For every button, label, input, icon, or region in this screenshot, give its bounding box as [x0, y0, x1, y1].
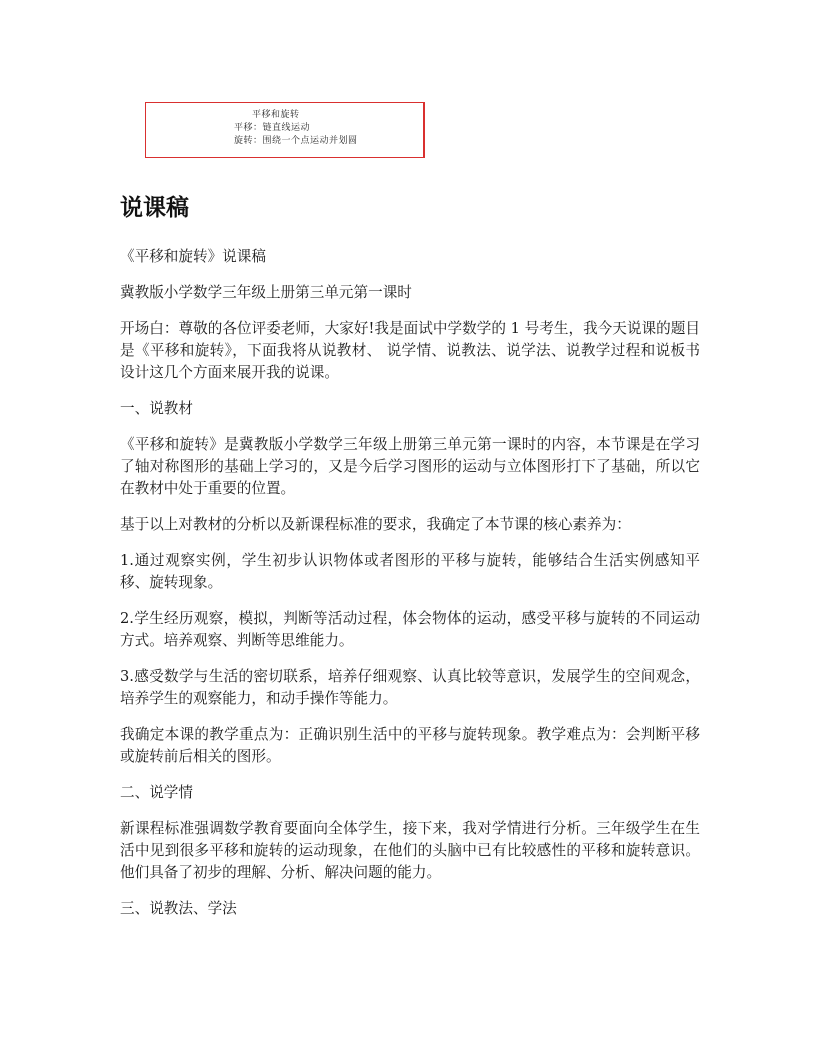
- section-heading-students: 二、说学情: [120, 784, 193, 801]
- board-line-rotation: 旋转：围绕一个点运动并划圆: [234, 136, 358, 146]
- section-heading-methods: 三、说教法、学法: [120, 900, 237, 917]
- blackboard-sketch-image: [145, 102, 425, 158]
- goal-item-2: 2.学生经历观察，模拟，判断等活动过程，体会物体的运动，感受平移与旋转的不同运动方式。培养观察、判断等思维能力。: [120, 610, 700, 649]
- lesson-title-line: 《平移和旋转》说课稿: [120, 248, 266, 265]
- section-heading-textbook: 一、说教材: [120, 400, 193, 417]
- document-body: [120, 246, 700, 934]
- textbook-paragraph: 《平移和旋转》是冀教版小学数学三年级上册第三单元第一课时的内容，本节课是在学习了轴对称图形的基础上学习的，又是今后学习图形的运动与立体图形打下了基础，所以它在教材中处于重要的位置。: [120, 436, 700, 497]
- goal-item-3: 3.感受数学与生活的密切联系，培养仔细观察、认真比较等意识，发展学生的空间观念，培养学生的观察能力，和动手操作等能力。: [120, 668, 700, 707]
- students-paragraph: 新课程标准强调数学教育要面向全体学生，接下来，我对学情进行分析。三年级学生在生活中见到很多平移和旋转的运动现象，在他们的头脑中已有比较感性的平移和旋转意识。他们具备了初步的理解、分析、解决问题的能力。: [120, 820, 700, 881]
- goal-item-1: 1.通过观察实例，学生初步认识物体或者图形的平移与旋转，能够结合生活实例感知平移、旋转现象。: [120, 552, 700, 591]
- key-points-paragraph: 我确定本课的教学重点为：正确识别生活中的平移与旋转现象。教学难点为：会判断平移或旋转前后相关的图形。: [120, 726, 700, 765]
- board-line-translation: 平移：链直线运动: [234, 123, 311, 133]
- core-literacy-intro: 基于以上对教材的分析以及新课程标准的要求，我确定了本节课的核心素养为：: [120, 516, 631, 533]
- opening-paragraph: 开场白：尊敬的各位评委老师，大家好!我是面试中学数学的 1 号考生，我今天说课的题目是《平移和旋转》，下面我将从说教材、 说学情、说教法、说学法、说教学过程和说板书设计这几个方面来展开我的说课。: [120, 320, 700, 381]
- textbook-info-line: 冀教版小学数学三年级上册第三单元第一课时: [120, 284, 412, 301]
- document-title: 说课稿: [120, 195, 189, 221]
- board-heading: 平移和旋转: [252, 110, 300, 120]
